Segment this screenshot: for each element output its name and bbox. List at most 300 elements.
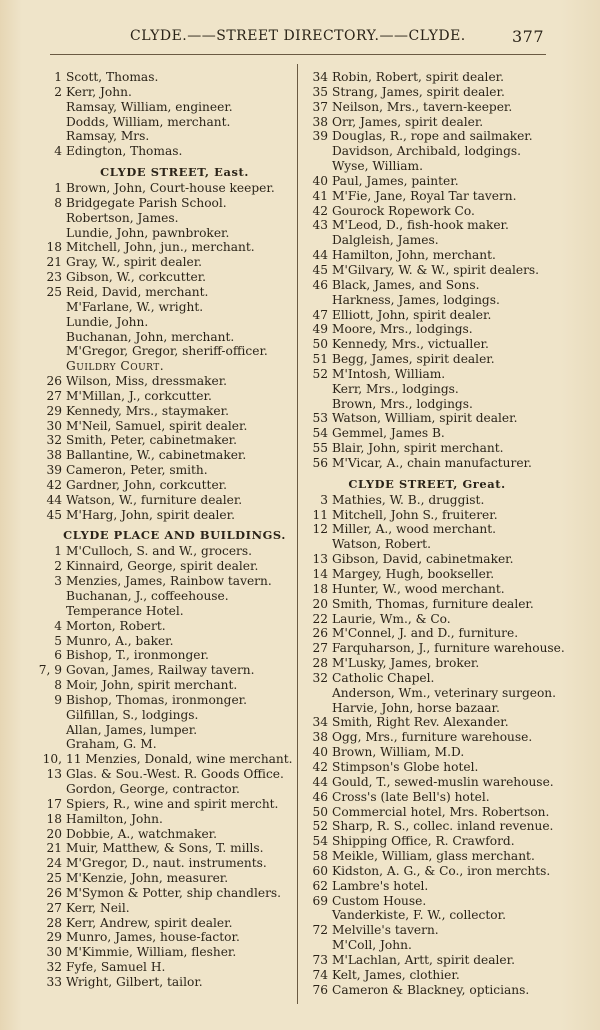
- directory-entry: [302, 864, 552, 879]
- house-number: 44: [312, 774, 328, 789]
- directory-entry: [38, 100, 293, 115]
- entry-text: Blair, John, spirit merchant.: [332, 441, 504, 456]
- directory-entry: [302, 382, 552, 397]
- directory-entry: [302, 115, 552, 130]
- entry-text: Hamilton, John.: [66, 811, 163, 826]
- entry-text: Cameron, Peter, smith.: [66, 463, 208, 478]
- directory-entry: [38, 433, 293, 448]
- entry-text: Mitchell, John S., fruiterer.: [332, 507, 498, 522]
- entry-text: Ramsay, William, engineer.: [66, 99, 233, 114]
- directory-entry: [38, 211, 293, 226]
- house-number: 45: [312, 262, 328, 277]
- house-number: 46: [312, 277, 328, 292]
- entry-text: M'Gregor, Gregor, sheriff-officer.: [66, 344, 268, 359]
- house-number: 29: [46, 403, 62, 418]
- house-number: 3: [54, 574, 62, 589]
- directory-entry: [302, 805, 552, 820]
- directory-entry: [302, 745, 552, 760]
- entry-text: Buchanan, J., coffeehouse.: [66, 589, 229, 603]
- street-heading: CLYDE STREET, East.: [100, 165, 249, 180]
- entry-text: M'Leod, D., fish-hook maker.: [332, 218, 509, 233]
- directory-entry: [38, 648, 293, 663]
- directory-entry: [302, 968, 552, 983]
- house-number: 39: [312, 129, 328, 144]
- entry-text: Custom House.: [332, 893, 427, 908]
- directory-entry: [38, 589, 293, 604]
- directory-entry: [38, 752, 293, 767]
- directory-entry: [302, 849, 552, 864]
- directory-entry: [38, 374, 293, 389]
- entry-text: Ballantine, W., cabinetmaker.: [66, 448, 247, 463]
- house-number: 13: [46, 767, 62, 782]
- entry-text: Gardner, John, corkcutter.: [66, 477, 228, 492]
- directory-entry: [302, 308, 552, 323]
- entry-text: M'Vicar, A., chain manufacturer.: [332, 455, 532, 470]
- entry-text: Strang, James, spirit dealer.: [332, 84, 505, 99]
- entry-text: Gray, W., spirit dealer.: [66, 255, 203, 270]
- entry-text: Dodds, William, merchant.: [66, 114, 231, 129]
- house-number: 46: [312, 789, 328, 804]
- entry-text: M'Harg, John, spirit dealer.: [66, 507, 235, 522]
- directory-entry: [38, 960, 293, 975]
- house-number: 41: [312, 188, 328, 203]
- entry-text: Anderson, Wm., veterinary surgeon.: [332, 685, 557, 700]
- entry-text: Brown, William, M.D.: [332, 745, 465, 760]
- house-number: 18: [46, 240, 62, 255]
- column-divider: [297, 64, 298, 1004]
- house-number: 73: [312, 952, 328, 967]
- entry-text: M'Millan, J., corkcutter.: [66, 388, 212, 403]
- house-number: 44: [312, 248, 328, 263]
- house-number: 10,: [42, 752, 62, 767]
- house-number: 39: [46, 463, 62, 478]
- entry-text: Hamilton, John, merchant.: [332, 248, 496, 263]
- entry-text: Kennedy, Mrs., staymaker.: [66, 403, 229, 418]
- entry-text: Lundie, John, pawnbroker.: [66, 225, 230, 240]
- directory-entry: [38, 359, 293, 374]
- directory-entry: [38, 901, 293, 916]
- directory-entry: [302, 204, 552, 219]
- directory-entry: [302, 397, 552, 412]
- entry-text: Miller, A., wood merchant.: [332, 522, 496, 537]
- house-number: 24: [46, 856, 62, 871]
- entry-text: Moore, Mrs., lodgings.: [332, 322, 473, 337]
- entry-text: Wilson, Miss, dressmaker.: [66, 374, 228, 389]
- directory-entry: [38, 930, 293, 945]
- entry-text: Wright, Gilbert, tailor.: [66, 974, 203, 989]
- house-number: 53: [312, 411, 328, 426]
- entry-text: Gibson, David, cabinetmaker.: [332, 552, 514, 567]
- directory-entry: [302, 248, 552, 263]
- directory-entry: [302, 597, 552, 612]
- directory-entry: [38, 129, 293, 144]
- entry-text: Orr, James, spirit dealer.: [332, 114, 484, 129]
- entry-text: Mathies, W. B., druggist.: [332, 492, 485, 507]
- header-rule: [50, 54, 546, 55]
- house-number: 42: [312, 203, 328, 218]
- house-number: 76: [312, 982, 328, 997]
- entry-text: Watson, William, spirit dealer.: [332, 411, 518, 426]
- house-number: 35: [312, 84, 328, 99]
- directory-entry: [38, 463, 293, 478]
- entry-text: 11 Menzies, Donald, wine merchant.: [66, 752, 293, 767]
- directory-entry: [38, 226, 293, 241]
- entry-text: Gibson, W., corkcutter.: [66, 270, 207, 285]
- house-number: 25: [46, 871, 62, 886]
- house-number: 50: [312, 337, 328, 352]
- directory-entry: [302, 819, 552, 834]
- directory-entry: [302, 685, 557, 701]
- directory-entry: [38, 619, 293, 634]
- entry-text: Robin, Robert, spirit dealer.: [332, 70, 505, 84]
- entry-text: M'Intosh, William.: [332, 366, 446, 381]
- directory-entry: [38, 975, 293, 990]
- house-number: 38: [46, 448, 62, 463]
- entry-text: M'Connel, J. and D., furniture.: [332, 626, 519, 641]
- directory-entry: [38, 404, 293, 419]
- entry-text: Wyse, William.: [332, 159, 423, 174]
- house-number: 54: [312, 426, 328, 441]
- directory-entry: [302, 70, 552, 85]
- directory-entry: [38, 70, 293, 85]
- directory-entry: [38, 255, 293, 270]
- house-number: 56: [312, 455, 328, 470]
- entry-text: M'Gregor, D., naut. instruments.: [66, 856, 267, 871]
- house-number: 34: [312, 70, 328, 84]
- directory-entry: [302, 85, 552, 100]
- entry-text: Mitchell, John, jun., merchant.: [66, 240, 255, 255]
- house-number: 27: [46, 900, 62, 915]
- entry-text: M'Lusky, James, broker.: [332, 656, 480, 671]
- entry-text: Commercial hotel, Mrs. Robertson.: [332, 804, 550, 819]
- entry-text: Margey, Hugh, bookseller.: [332, 567, 495, 581]
- directory-entry: [38, 419, 293, 434]
- house-number: 20: [46, 826, 62, 841]
- directory-entry: [302, 493, 552, 508]
- entry-text: M'Fie, Jane, Royal Tar tavern.: [332, 188, 517, 203]
- entry-text: Harkness, James, lodgings.: [332, 292, 500, 307]
- directory-entry: [38, 285, 293, 300]
- entry-text: M'Lachlan, Artt, spirit dealer.: [332, 952, 515, 967]
- house-number: 69: [312, 893, 328, 908]
- house-number: 28: [312, 656, 328, 671]
- directory-entry: [302, 537, 552, 552]
- entry-text: Temperance Hotel.: [66, 603, 184, 618]
- entry-text: Cameron & Blackney, opticians.: [332, 982, 530, 997]
- directory-entry: [302, 522, 552, 537]
- entry-text: Laurie, Wm., & Co.: [332, 611, 451, 626]
- entry-text: Paul, James, painter.: [332, 173, 459, 188]
- directory-entry: [302, 656, 552, 671]
- house-number: 38: [312, 730, 328, 745]
- house-number: 6: [54, 648, 62, 663]
- directory-entry: [302, 352, 552, 367]
- directory-entry: [38, 544, 293, 559]
- entry-text: Meikle, William, glass merchant.: [332, 849, 535, 864]
- house-number: 40: [312, 745, 328, 760]
- house-number: 62: [312, 878, 328, 893]
- entry-text: M'Culloch, S. and W., grocers.: [66, 544, 252, 559]
- street-heading: CLYDE PLACE AND BUILDINGS.: [63, 528, 286, 543]
- directory-entry: [302, 337, 552, 352]
- entry-text: Munro, A., baker.: [66, 633, 174, 648]
- house-number: 1: [54, 70, 62, 84]
- house-number: 20: [312, 596, 328, 611]
- directory-entry: [302, 908, 552, 923]
- directory-entry: [302, 983, 552, 998]
- directory-entry: [302, 144, 552, 159]
- directory-entry: [302, 760, 552, 775]
- entry-text: Farquharson, J., furniture warehouse.: [332, 641, 565, 656]
- entry-text: Catholic Chapel.: [332, 670, 435, 685]
- directory-entry: [302, 508, 552, 523]
- directory-entry: [302, 938, 552, 953]
- right-column: [302, 70, 565, 997]
- entry-text: Brown, John, Court-house keeper.: [66, 181, 275, 196]
- directory-entry: [302, 263, 552, 278]
- directory-entry: [302, 456, 552, 471]
- directory-entry: [302, 923, 552, 938]
- house-number: 44: [46, 492, 62, 507]
- directory-entry: [302, 567, 552, 582]
- directory-entry: [38, 886, 293, 901]
- entry-text: Lambre's hotel.: [332, 878, 429, 893]
- house-number: 33: [46, 974, 62, 989]
- house-number: 52: [312, 819, 328, 834]
- entry-text: Dobbie, A., watchmaker.: [66, 826, 218, 841]
- house-number: 14: [312, 567, 328, 581]
- entry-text: M'Kenzie, John, measurer.: [66, 871, 229, 886]
- entry-text: Melville's tavern.: [332, 923, 439, 938]
- directory-entry: [302, 612, 552, 627]
- entry-text: Govan, James, Railway tavern.: [66, 663, 255, 678]
- directory-entry: [38, 871, 293, 886]
- directory-entry: [302, 552, 552, 567]
- house-number: 30: [46, 945, 62, 960]
- directory-entry: [302, 411, 552, 426]
- entry-text: Dalgleish, James.: [332, 233, 439, 248]
- house-number: 25: [46, 284, 62, 299]
- directory-entry: [38, 493, 293, 508]
- entry-text: Bishop, T., ironmonger.: [66, 648, 209, 663]
- entry-text: Fyfe, Samuel H.: [66, 960, 166, 975]
- directory-entry: [302, 879, 552, 894]
- house-number: 74: [312, 967, 328, 982]
- house-number: 47: [312, 307, 328, 322]
- entry-text: Hunter, W., wood merchant.: [332, 581, 505, 596]
- house-number: 2: [54, 84, 62, 99]
- entry-text: Kerr, Andrew, spirit dealer.: [66, 915, 233, 930]
- entry-text: Elliott, John, spirit dealer.: [332, 307, 492, 322]
- directory-entry: [38, 812, 293, 827]
- running-title: CLYDE.——STREET DIRECTORY.——CLYDE.: [130, 28, 466, 44]
- entry-text: Watson, W., furniture dealer.: [66, 492, 243, 507]
- house-number: 18: [46, 811, 62, 826]
- directory-entry: [302, 189, 552, 204]
- directory-entry: [302, 441, 552, 456]
- directory-entry: [302, 730, 552, 745]
- page-number: 377: [512, 27, 545, 46]
- house-number: 21: [46, 255, 62, 270]
- entry-text: Davidson, Archibald, lodgings.: [332, 144, 522, 159]
- entry-text: Kidston, A. G., & Co., iron merchts.: [332, 863, 551, 878]
- house-number: 37: [312, 99, 328, 114]
- entry-text: Gordon, George, contractor.: [66, 781, 240, 796]
- entry-text: Edington, Thomas.: [66, 144, 183, 159]
- directory-entry: [302, 293, 552, 308]
- directory-entry: [38, 827, 293, 842]
- entry-text: Ramsay, Mrs.: [66, 129, 150, 144]
- page-header: [0, 28, 600, 50]
- directory-entry: [38, 708, 293, 723]
- directory-entry: [38, 448, 293, 463]
- directory-entry: [38, 270, 293, 285]
- directory-entry: [38, 604, 293, 619]
- entry-text: Smith, Right Rev. Alexander.: [332, 715, 509, 730]
- directory-entry: [38, 678, 293, 693]
- house-number: 23: [46, 270, 62, 285]
- directory-entry: [38, 559, 293, 574]
- directory-entry: [302, 701, 552, 716]
- entry-text: Buchanan, John, merchant.: [66, 329, 235, 344]
- entry-text: Smith, Peter, cabinetmaker.: [66, 433, 238, 448]
- entry-text: Allan, James, lumper.: [66, 722, 198, 737]
- directory-entry: [38, 315, 293, 330]
- house-number: 12: [312, 522, 328, 537]
- directory-entry: [302, 278, 552, 293]
- entry-text: Kerr, John.: [66, 84, 132, 99]
- directory-entry: [38, 85, 293, 100]
- house-number: 60: [312, 863, 328, 878]
- directory-entry: [38, 693, 293, 708]
- entry-text: M'Coll, John.: [332, 938, 412, 953]
- directory-entry: [38, 389, 293, 404]
- entry-text: Shipping Office, R. Crawford.: [332, 834, 515, 849]
- house-number: 43: [312, 218, 328, 233]
- directory-entry: [38, 663, 293, 678]
- house-number: 7, 9: [38, 663, 62, 678]
- house-number: 17: [46, 796, 62, 811]
- house-number: 4: [54, 618, 62, 633]
- house-number: 52: [312, 366, 328, 381]
- directory-entry: [38, 723, 293, 738]
- entry-text: M'Neil, Samuel, spirit dealer.: [66, 418, 248, 433]
- house-number: 8: [54, 678, 62, 693]
- entry-text: Graham, G. M.: [66, 737, 157, 752]
- entry-text: Muir, Matthew, & Sons, T. mills.: [66, 841, 264, 856]
- house-number: 8: [54, 195, 62, 210]
- entry-text: Gourock Ropework Co.: [332, 203, 475, 218]
- entry-text: Bridgegate Parish School.: [66, 195, 227, 210]
- house-number: 51: [312, 352, 328, 367]
- house-number: 30: [46, 418, 62, 433]
- directory-entry: [302, 233, 552, 248]
- entry-text: Stimpson's Globe hotel.: [332, 759, 479, 774]
- entry-text: Watson, Robert.: [332, 537, 431, 552]
- directory-entry: [38, 841, 293, 856]
- directory-entry: [38, 478, 293, 493]
- directory-entry: [38, 300, 293, 315]
- house-number: 22: [312, 611, 328, 626]
- house-number: 72: [312, 923, 328, 938]
- entry-text: Spiers, R., wine and spirit mercht.: [66, 796, 279, 811]
- house-number: 50: [312, 804, 328, 819]
- directory-entry: [38, 181, 293, 196]
- directory-entry: [38, 782, 293, 797]
- entry-text: M'Gilvary, W. & W., spirit dealers.: [332, 262, 540, 277]
- entry-text: Ogg, Mrs., furniture warehouse.: [332, 730, 533, 745]
- entry-text: Reid, David, merchant.: [66, 284, 209, 299]
- house-number: 2: [54, 559, 62, 574]
- entry-text: Sharp, R. S., collec. inland revenue.: [332, 819, 554, 834]
- house-number: 1: [54, 544, 62, 559]
- entry-text: Morton, Robert.: [66, 618, 166, 633]
- entry-text: Smith, Thomas, furniture dealer.: [332, 596, 534, 611]
- directory-entry: [38, 797, 293, 812]
- house-number: 49: [312, 322, 328, 337]
- house-number: 55: [312, 441, 328, 456]
- house-number: 42: [46, 477, 62, 492]
- directory-entry: [302, 174, 552, 189]
- directory-entry: [38, 945, 293, 960]
- house-number: 26: [46, 885, 62, 900]
- directory-entry: [38, 115, 293, 130]
- entry-text: Gilfillan, S., lodgings.: [66, 707, 199, 722]
- entry-text: Kerr, Mrs., lodgings.: [332, 381, 459, 396]
- directory-entry: [38, 330, 293, 345]
- house-number: 34: [312, 715, 328, 730]
- house-number: 32: [46, 960, 62, 975]
- directory-entry: [302, 671, 552, 686]
- directory-entry: [38, 916, 293, 931]
- directory-entry: [38, 856, 293, 871]
- entry-text: Kerr, Neil.: [66, 900, 130, 915]
- directory-entry: [38, 240, 293, 255]
- house-number: 45: [46, 507, 62, 522]
- directory-entry: [38, 508, 293, 523]
- entry-text: Neilson, Mrs., tavern-keeper.: [332, 99, 513, 114]
- directory-entry: [38, 574, 293, 589]
- house-number: 1: [54, 181, 62, 196]
- entry-text: Moir, John, spirit merchant.: [66, 678, 238, 693]
- house-number: 3: [320, 492, 328, 507]
- directory-entry: [302, 582, 552, 597]
- directory-entry: [302, 100, 552, 115]
- entry-text: Scott, Thomas.: [66, 70, 159, 84]
- entry-text: Vanderkiste, F. W., collector.: [332, 908, 506, 923]
- entry-text: Lundie, John.: [66, 314, 149, 329]
- directory-entry: [302, 641, 565, 656]
- directory-entry: [302, 218, 552, 233]
- house-number: 27: [312, 641, 328, 656]
- street-heading: CLYDE STREET, Great.: [348, 476, 506, 491]
- entry-text: Menzies, James, Rainbow tavern.: [66, 574, 272, 589]
- entry-text: M'Farlane, W., wright.: [66, 299, 204, 314]
- directory-entry: [38, 634, 293, 649]
- entry-text: Munro, James, house-factor.: [66, 930, 240, 945]
- entry-text: Kinnaird, George, spirit dealer.: [66, 559, 259, 574]
- directory-entry: [302, 834, 552, 849]
- house-number: 42: [312, 759, 328, 774]
- directory-entry: [302, 790, 552, 805]
- house-number: 28: [46, 915, 62, 930]
- entry-text: Begg, James, spirit dealer.: [332, 352, 495, 367]
- directory-entry: [302, 159, 552, 174]
- directory-entry: [302, 367, 552, 382]
- directory-entry: [302, 953, 552, 968]
- directory-entry: [38, 737, 293, 752]
- house-number: 9: [54, 692, 62, 707]
